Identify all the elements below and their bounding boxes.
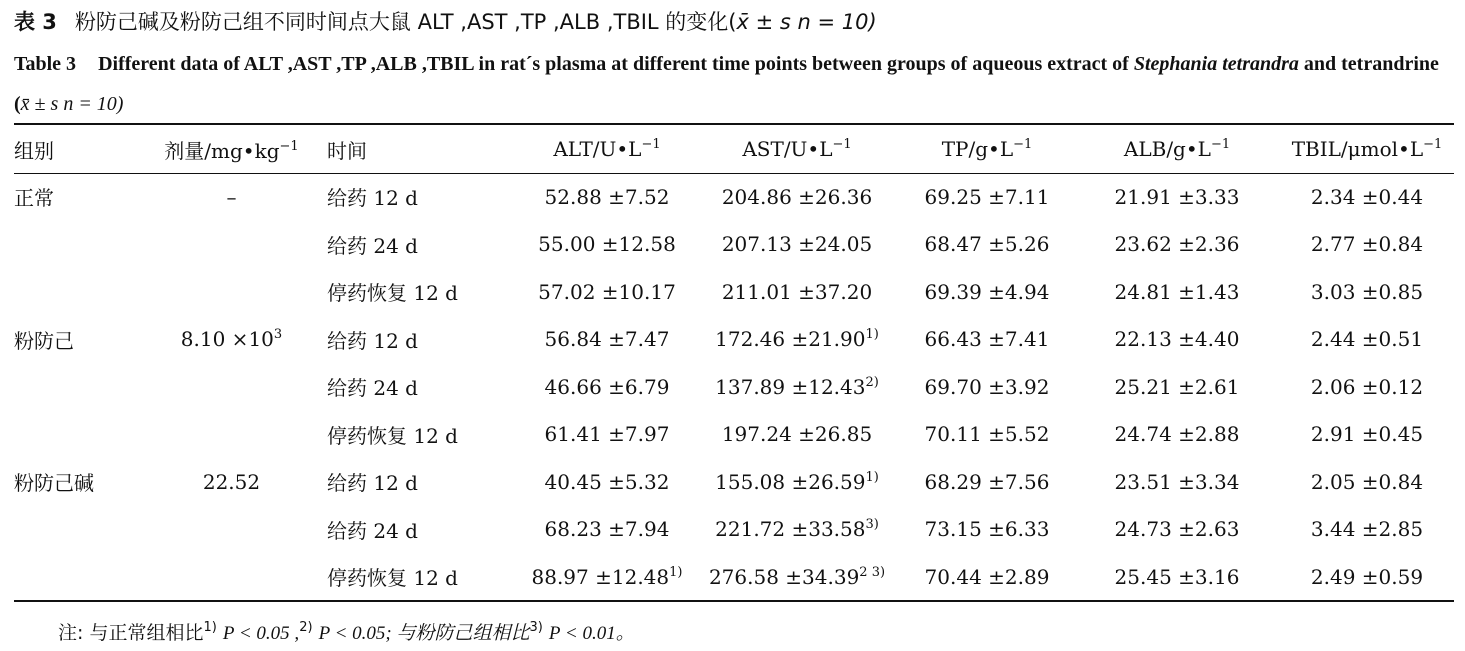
cell-tp: 68.47 ±5.26: [924, 232, 1050, 257]
cell-dose: $8.10 \times 10^3$: [180, 327, 283, 352]
cell-ast: 204.86 ±26.36: [721, 184, 873, 209]
cell-group: 粉防己碱: [14, 471, 94, 496]
cell-alb: 21.91 ±3.33: [1114, 184, 1240, 209]
cell-dose: –: [226, 184, 237, 209]
cell-ast: $276.58 \pm 34.39^{2 3)}$: [708, 564, 886, 589]
cell-alt: 68.23 ±7.94: [544, 517, 670, 542]
cell-group: [14, 553, 144, 601]
cell-tbil: 3.44 ±2.85: [1310, 517, 1424, 542]
table-row: [14, 221, 1462, 269]
cell-tp: 66.43 ±7.41: [924, 327, 1050, 352]
table-row: [14, 316, 1462, 364]
cell-alt: 46.66 ±6.79: [544, 374, 670, 399]
cell-tbil: 3.03 ±0.85: [1310, 279, 1424, 304]
cell-alb: 25.45 ±3.16: [1114, 564, 1240, 589]
cell-time: 停药恢复 12 d: [327, 423, 458, 448]
table-caption-cn: [14, 6, 877, 36]
header-alb: ALB/$g•L^{-1}$: [1123, 137, 1231, 161]
cell-tbil: 2.44 ±0.51: [1310, 327, 1424, 352]
cell-tbil: 2.91 ±0.45: [1310, 422, 1424, 447]
cell-alb: 23.62 ±2.36: [1114, 232, 1240, 257]
table-row: [14, 506, 1462, 554]
cell-alt: 40.45 ±5.32: [544, 469, 670, 494]
cell-group: [14, 221, 144, 269]
header-tp: $TP/g•L^{-1}$: [941, 137, 1033, 161]
cell-tp: 69.25 ±7.11: [924, 184, 1050, 209]
cell-alb: 24.73 ±2.63: [1114, 517, 1240, 542]
cell-alt: 55.00 ±12.58: [538, 232, 676, 257]
cell-group: [14, 411, 144, 459]
table-caption-en: [14, 44, 1454, 124]
cell-group: [14, 506, 144, 554]
data-table: [14, 125, 1462, 601]
cell-group: [14, 363, 144, 411]
cell-ast: $155.08 \pm 26.59^{1)}$: [715, 469, 879, 494]
header-alt: ALT/$U•L^{-1}$: [553, 137, 661, 161]
cell-tbil: 2.05 ±0.84: [1310, 469, 1424, 494]
cell-dose: 22.52: [202, 469, 261, 494]
cell-alt: 56.84 ±7.47: [544, 327, 670, 352]
cell-dose: [144, 411, 319, 459]
sample-size-en: n = 10): [63, 93, 124, 115]
cell-time: 给药 24 d: [327, 376, 418, 401]
cell-time: 给药 24 d: [327, 518, 418, 543]
header-time: 时间: [327, 138, 367, 163]
table-title-cn: 粉防己碱及粉防己组不同时间点大鼠 ALT ,AST ,TP ,ALB ,TBIL 的变化(: [74, 10, 737, 34]
header-ast: AST/$U•L^{-1}$: [742, 137, 852, 161]
cell-time: 停药恢复 12 d: [327, 281, 458, 306]
header-dose: 剂量$/mg•kg^{-1}$: [164, 138, 299, 163]
cell-tbil: 2.34 ±0.44: [1310, 184, 1424, 209]
cell-dose: [144, 553, 319, 601]
cell-alb: 24.81 ±1.43: [1114, 279, 1240, 304]
cell-alt: $88.97 \pm 12.48^{1)}$: [531, 564, 683, 589]
cell-ast: 211.01 ±37.20: [721, 279, 873, 304]
sample-size-cn: n = 10): [797, 10, 877, 34]
cell-ast: $172.46 \pm 21.90^{1)}$: [715, 327, 879, 352]
cell-dose: [144, 268, 319, 316]
cell-alt: 52.88 ±7.52: [544, 184, 670, 209]
cell-alt: 57.02 ±10.17: [538, 279, 676, 304]
cell-tp: 70.44 ±2.89: [924, 564, 1050, 589]
table-row: [14, 268, 1462, 316]
cell-alb: 22.13 ±4.40: [1114, 327, 1240, 352]
cell-group: 正常: [14, 186, 54, 211]
cell-tbil: 2.49 ±0.59: [1310, 564, 1424, 589]
cell-alb: 23.51 ±3.34: [1114, 469, 1240, 494]
cell-alt: 61.41 ±7.97: [544, 422, 670, 447]
cell-ast: $137.89 \pm 12.43^{2)}$: [715, 374, 879, 399]
cell-tp: 70.11 ±5.52: [924, 422, 1050, 447]
cell-alb: 24.74 ±2.88: [1114, 422, 1240, 447]
cell-time: 给药 24 d: [327, 233, 418, 258]
cell-group: [14, 268, 144, 316]
cell-tp: 68.29 ±7.56: [924, 469, 1050, 494]
cell-tbil: 2.06 ±0.12: [1310, 374, 1424, 399]
table-row: [14, 173, 1462, 221]
header-tbil: TBIL/$\mu mol•L^{-1}$: [1291, 137, 1443, 161]
table-title-en-a: Different data of ALT ,AST ,TP ,ALB ,TBIL in rat´s plasma at different time points between groups of aqueous extract of: [98, 53, 1129, 75]
cell-dose: [144, 221, 319, 269]
cell-dose: [144, 506, 319, 554]
cell-time: 给药 12 d: [327, 186, 418, 211]
table-footnote: 注: 与正常组相比$^{1)}$ P < 0.05 ,$^{2)}$ P < 0.05; 与粉防己组相比$^{3)}$ P < 0.01。: [58, 620, 635, 644]
header-row: [14, 125, 1462, 173]
cell-alb: 25.21 ±2.61: [1114, 374, 1240, 399]
species-name: Stephania tetrandra: [1133, 53, 1299, 75]
table-label-en: Table 3: [14, 53, 77, 75]
cell-ast: 207.13 ±24.05: [721, 232, 873, 257]
cell-dose: [144, 363, 319, 411]
table-row: [14, 458, 1462, 506]
cell-ast: $221.72 \pm 33.58^{3)}$: [715, 517, 879, 542]
cell-tbil: 2.77 ±0.84: [1310, 232, 1424, 257]
stat-notation-cn: x̄ ± s: [736, 10, 791, 34]
cell-time: 给药 12 d: [327, 328, 418, 353]
cell-tp: 69.39 ±4.94: [924, 279, 1050, 304]
table-row: [14, 363, 1462, 411]
cell-ast: 197.24 ±26.85: [721, 422, 873, 447]
cell-tp: 73.15 ±6.33: [924, 517, 1050, 542]
table-label-cn: 表 3: [14, 10, 57, 34]
cell-time: 停药恢复 12 d: [327, 566, 458, 591]
table-row: [14, 553, 1462, 601]
table-row: [14, 411, 1462, 459]
cell-time: 给药 12 d: [327, 471, 418, 496]
stat-notation-en: x̄ ± s: [20, 93, 59, 115]
table-title-en-b: and tetrandrine (: [14, 53, 1439, 115]
cell-group: 粉防己: [14, 328, 74, 353]
header-group: 组别: [14, 138, 54, 163]
cell-tp: 69.70 ±3.92: [924, 374, 1050, 399]
